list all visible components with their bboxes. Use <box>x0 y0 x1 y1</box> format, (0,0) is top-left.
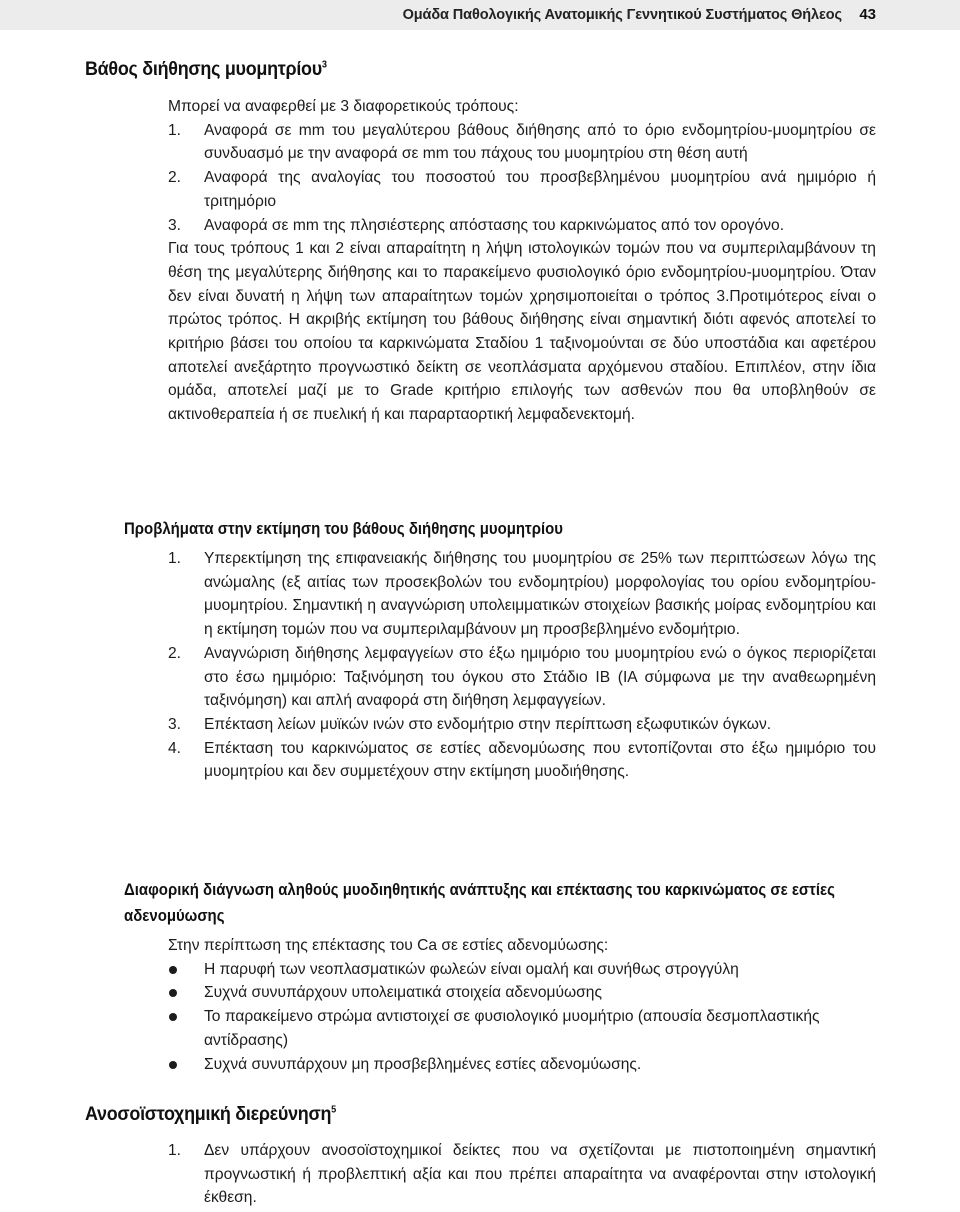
section-differential-body <box>168 934 876 1076</box>
problems-list <box>168 547 876 784</box>
reference-superscript: 3 <box>321 59 327 71</box>
list-item-text: Αναφορά σε mm του μεγαλύτερου βάθους διήθησης από το όριο ενδομητρίου-μυομητρίου σε συνδυασμό με την αναφορά σε mm του πάχους του μυομητρίου στη θέση αυτή <box>204 121 876 163</box>
section-problems-body <box>168 547 876 784</box>
running-header <box>0 0 960 30</box>
list-item <box>168 1139 876 1210</box>
page-number: 43 <box>859 6 876 23</box>
section-heading-invasion-depth <box>85 58 327 81</box>
bullet-text: Συχνά συνυπάρχουν υπολειματικά στοιχεία αδενομύωσης <box>204 984 602 1002</box>
bullet-icon <box>169 989 177 997</box>
bullet-text: Το παρακείμενο στρώμα αντιστοιχεί σε φυσιολογικό μυομήτριο (απουσία δεσμοπλαστικής αντίδρασης) <box>204 1008 820 1049</box>
bullet-item <box>168 1005 876 1052</box>
list-number: 3. <box>168 216 182 234</box>
section-heading-text: Βάθος διήθησης μυομητρίου <box>85 58 322 80</box>
list-item <box>168 713 876 737</box>
list-item <box>168 547 876 642</box>
section-heading-immunohistochemistry <box>85 1103 336 1126</box>
intro-text: Στην περίπτωση της επέκτασης του Ca σε εστίες αδενομύωσης: <box>168 937 609 954</box>
subsection-heading-problems: Προβλήματα στην εκτίμηση του βάθους διήθησης μυομητρίου <box>124 519 563 538</box>
list-item <box>168 737 876 784</box>
list-item-text: Υπερεκτίμηση της επιφανειακής διήθησης του μυομητρίου σε 25% των περιπτώσεων λόγω της ανώμαλης (εξ αιτίας των προσεκβολών του ενδομητρίου) μορφολογίας του ορίου ενδομητρίου-μυομητρίου. Σημαντική η αναγνώριση υπολειμματικών στοιχείων βασικής μοίρας ενδομητρίου και η εκτίμηση τομών που να συμπεριλαμβάνουν μη προσβεβλημένο ενδομήτριο. <box>204 550 876 639</box>
section-invasion-depth-body <box>168 95 876 427</box>
bullet-icon <box>169 1061 177 1069</box>
bullet-item <box>168 981 876 1005</box>
ihc-list <box>168 1139 876 1210</box>
section-heading-text: Ανοσοϊστοχημική διερεύνηση <box>85 1103 332 1125</box>
list-number: 1. <box>168 1142 182 1159</box>
list-item-text: Αναγνώριση διήθησης λεμφαγγείων στο έξω ημιμόριο του μυομητρίου ενώ ο όγκος περιορίζεται στο έσω ημιμόριο: Ταξινόμηση του όγκου στο Στάδιο ΙΒ (ΙΑ σύμφωνα με την αναθεωρημένη ταξινόμηση) και απλή αναφορά στη διήθηση λεμφαγγείων. <box>204 644 876 710</box>
bullet-icon <box>169 1013 177 1021</box>
list-number: 3. <box>168 715 182 733</box>
list-number: 4. <box>168 739 182 757</box>
methods-list <box>168 119 876 238</box>
section-ihc-body <box>168 1139 876 1210</box>
bullet-list <box>168 958 876 1077</box>
bullet-icon <box>169 966 177 974</box>
reference-superscript: 5 <box>331 1104 337 1116</box>
list-item-text: Αναφορά της αναλογίας του ποσοστού του προσβεβλημένου μυομητρίου ανά ημιμόριο ή τριτημόριο <box>204 169 876 210</box>
list-item <box>168 166 876 213</box>
list-item <box>168 214 876 238</box>
list-number: 1. <box>168 121 182 139</box>
intro-text: Μπορεί να αναφερθεί με 3 διαφορετικούς τρόπους: <box>168 98 519 115</box>
list-item-text: Αναφορά σε mm της πλησιέστερης απόστασης του καρκινώματος από τον ορογόνο. <box>204 216 785 234</box>
body-paragraph: Για τους τρόπους 1 και 2 είναι απαραίτητη η λήψη ιστολογικών τομών που να συμπεριλαμβάνουν τη θέση της μεγαλύτερης διήθησης και το παρακείμενο φυσιολογικό όριο ενδομητρίου-μυομητρίου. Όταν δεν είναι δυνατή η λήψη των απαραίτητων τομών χρησιμοποιείται ο τρόπος 3.Προτιμότερος είναι ο πρώτος τρόπος. Η ακριβής εκτίμηση του βάθους διήθησης είναι σημαντική διότι αφενός αποτελεί το κριτήριο βάσει του οποίου τα καρκινώματα Σταδίου 1 ταξινομούνται σε δύο υποστάδια και αφετέρου αποτελεί ανεξάρτητο προγνωστικό δείκτη σε νεοπλάσματα αρχόμενου σταδίου. Επιπλέον, στην ίδια ομάδα, αποτελεί μαζί με το Grade κριτήριο επιλογής των ασθενών που θα υποβληθούν σε ακτινοθεραπεία ή σε πυελική ή και παραρταορτική λεμφαδενεκτομή. <box>168 240 876 424</box>
list-item-text: Επέκταση του καρκινώματος σε εστίες αδενομύωσης που εντοπίζονται στο έξω ημιμόριο του μυομητρίου και δεν συμμετέχουν στην εκτίμηση μυοδιήθησης. <box>204 739 876 781</box>
bullet-item <box>168 958 876 982</box>
list-item-text: Δεν υπάρχουν ανοσοϊστοχημικοί δείκτες που να σχετίζονται με πιστοποιημένη σημαντική προγνωστική ή προβλεπτική αξία και που πρέπει απαραίτητα να αναφέρονται στην ιστολογική έκθεση. <box>204 1142 876 1207</box>
list-item-text: Επέκταση λείων μυϊκών ινών στο ενδομήτριο στην περίπτωση εξωφυτικών όγκων. <box>204 715 772 733</box>
list-number: 2. <box>168 644 182 662</box>
list-item <box>168 642 876 713</box>
subsection-heading-differential-line2: αδενομύωσης <box>124 906 225 925</box>
subsection-heading-differential-line1: Διαφορική διάγνωση αληθούς μυοδιηθητικής ανάπτυξης και επέκτασης του καρκινώματος σε εστίες <box>124 880 835 899</box>
list-number: 2. <box>168 169 182 187</box>
bullet-text: Συχνά συνυπάρχουν μη προσβεβλημένες εστίες αδενομύωσης. <box>204 1055 642 1073</box>
list-item <box>168 119 876 166</box>
list-number: 1. <box>168 550 182 567</box>
running-header-title: Ομάδα Παθολογικής Ανατομικής Γεννητικού Συστήματος Θήλεος <box>402 7 842 23</box>
bullet-item <box>168 1053 876 1077</box>
bullet-text: Η παρυφή των νεοπλασματικών φωλεών είναι ομαλή και συνήθως στρογγύλη <box>204 960 739 978</box>
